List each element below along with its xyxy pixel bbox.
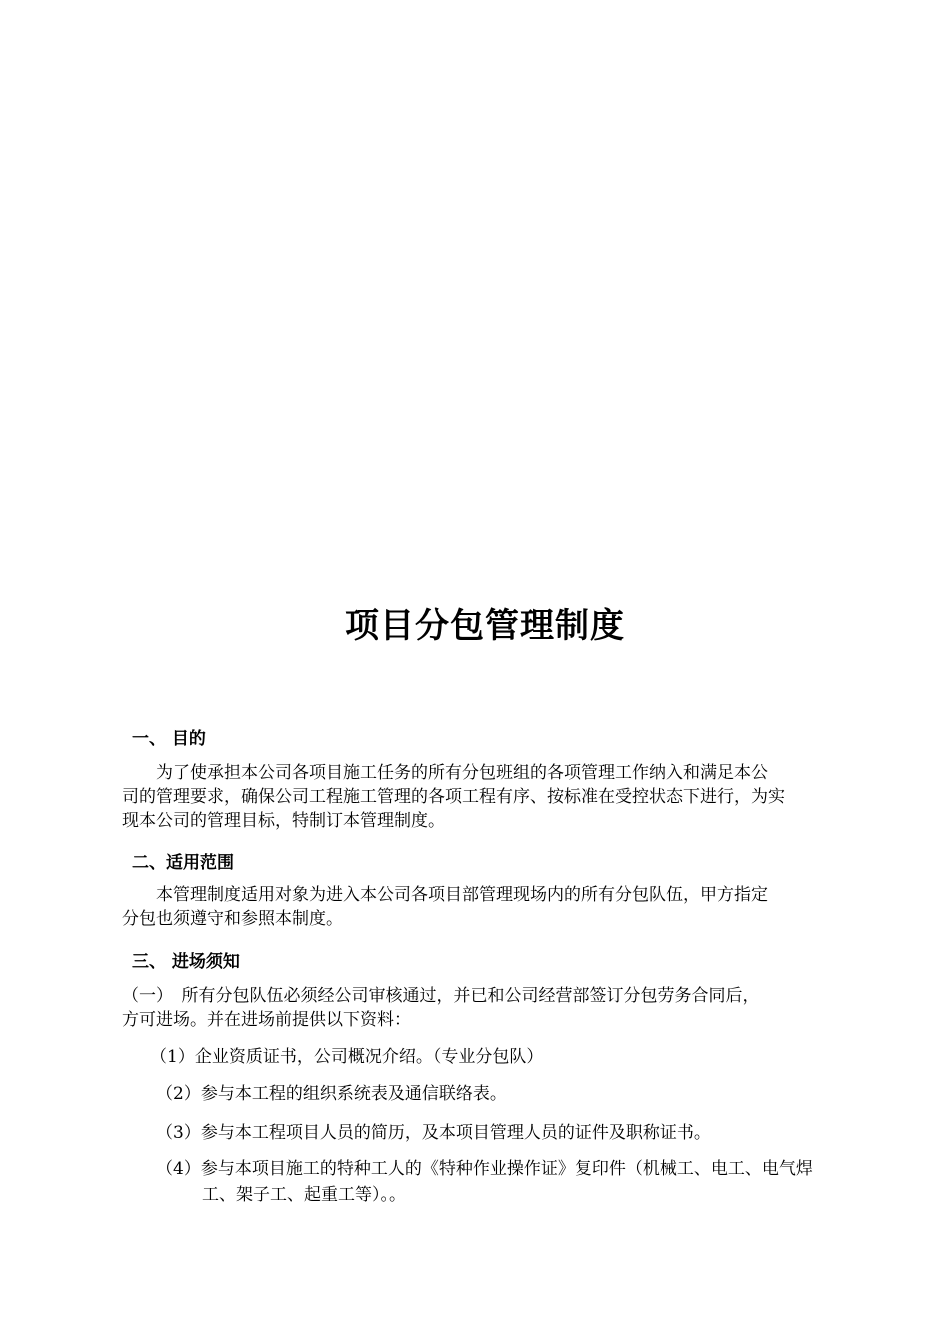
section-heading-entry-notice: 三、 进场须知 — [132, 952, 240, 972]
document-title: 项目分包管理制度 — [345, 606, 625, 646]
list-item: （2）参与本工程的组织系统表及通信联络表。 — [156, 1084, 507, 1104]
paragraph-line: 现本公司的管理目标，特制订本管理制度。 — [122, 811, 445, 831]
paragraph-line: 为了使承担本公司各项目施工任务的所有分包班组的各项管理工作纳入和满足本公 — [156, 763, 768, 783]
paragraph-line: 本管理制度适用对象为进入本公司各项目部管理现场内的所有分包队伍，甲方指定 — [156, 885, 768, 905]
list-item-continuation: 工、架子工、起重工等）。。 — [202, 1185, 406, 1205]
list-item: （3）参与本工程项目人员的简历，及本项目管理人员的证件及职称证书。 — [156, 1123, 711, 1143]
list-item: （1）企业资质证书，公司概况介绍。（专业分包队） — [150, 1047, 544, 1067]
section-body-entry-notice — [122, 984, 850, 1032]
paragraph-line: （一） 所有分包队伍必须经公司审核通过，并已和公司经营部签订分包劳务合同后， — [122, 986, 760, 1006]
paragraph-line: 分包也须遵守和参照本制度。 — [122, 909, 343, 929]
section-body-scope — [122, 883, 850, 931]
paragraph-line: 司的管理要求，确保公司工程施工管理的各项工程有序、按标准在受控状态下进行，为实 — [122, 787, 785, 807]
list-item: （4）参与本项目施工的特种工人的《特种作业操作证》复印件（机械工、电工、电气焊 — [156, 1159, 813, 1179]
section-heading-purpose: 一、 目的 — [132, 729, 206, 749]
section-heading-scope: 二、适用范围 — [132, 853, 234, 873]
section-body-purpose — [122, 761, 850, 833]
paragraph-line: 方可进场。并在进场前提供以下资料： — [122, 1010, 411, 1030]
